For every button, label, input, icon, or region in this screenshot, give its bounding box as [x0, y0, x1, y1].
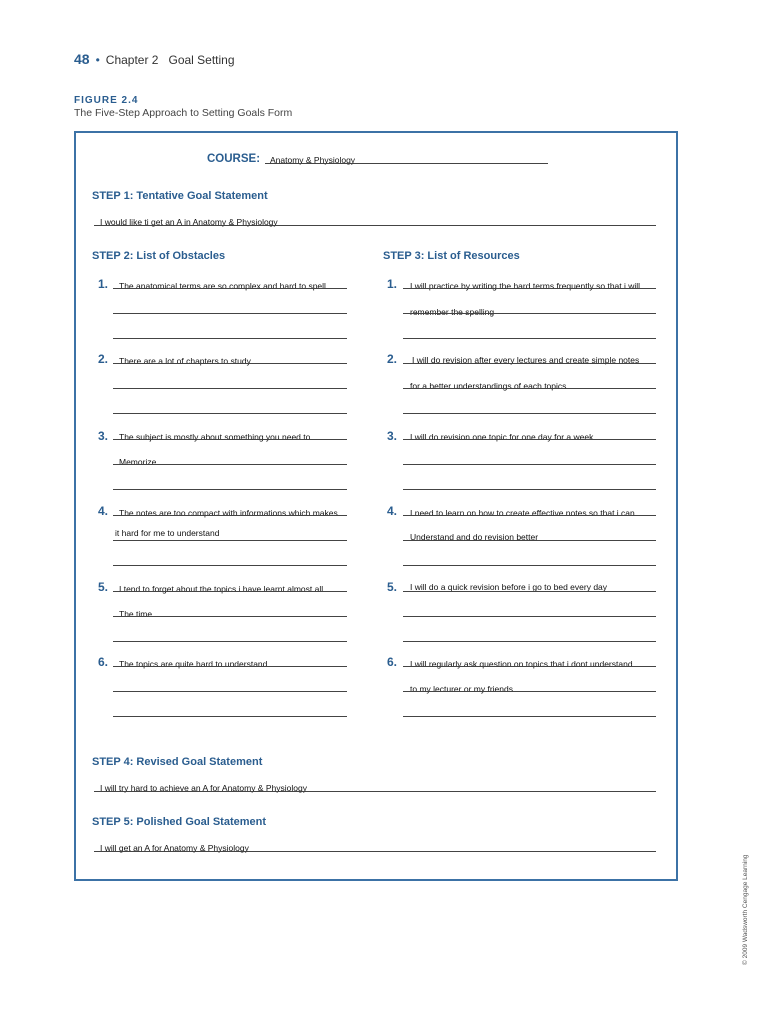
step1-value[interactable]: I would like ti get an A in Anatomy & Physiology — [100, 217, 278, 227]
course-value[interactable]: Anatomy & Physiology — [270, 155, 356, 165]
obstacle-underline — [113, 591, 347, 592]
course-underline — [265, 163, 548, 164]
resource-line1[interactable]: I will do a quick revision before i go to bed every day — [410, 582, 608, 592]
resource-number: 2. — [387, 352, 398, 366]
resource-underline — [403, 338, 656, 339]
course-label: COURSE: — [207, 153, 261, 165]
obstacle-number: 6. — [98, 655, 109, 669]
obstacle-underline — [113, 489, 347, 490]
resource-underline — [403, 388, 656, 389]
obstacle-underline — [113, 666, 347, 667]
obstacle-underline — [113, 565, 347, 566]
step1-heading: STEP 1: Tentative Goal Statement — [92, 190, 268, 202]
obstacle-line2[interactable]: The time — [119, 609, 153, 619]
page-header — [74, 51, 235, 67]
resource-underline — [403, 363, 656, 364]
resource-line1[interactable]: I will regularly ask question on topics that i dont understand — [410, 659, 633, 669]
resource-underline — [403, 591, 656, 592]
resource-underline — [403, 439, 656, 440]
resource-line2[interactable]: to my lecturer or my friends — [410, 684, 513, 694]
resource-line1[interactable]: I will practice by writing the hard terms frequently so that i will — [410, 281, 641, 291]
obstacle-underline — [113, 540, 347, 541]
obstacle-line1[interactable]: There are a lot of chapters to study — [119, 356, 251, 366]
resource-number: 4. — [387, 504, 398, 518]
resource-number: 6. — [387, 655, 398, 669]
resource-line1[interactable]: I will do revision after every lectures and create simple notes — [412, 355, 640, 365]
obstacle-underline — [113, 413, 347, 414]
obstacle-number: 2. — [98, 352, 109, 366]
resource-number: 5. — [387, 580, 398, 594]
resource-underline — [403, 313, 656, 314]
resource-line2[interactable]: for a better understandings of each topics — [410, 381, 567, 391]
figure-label: FIGURE 2.4 — [74, 95, 139, 106]
resource-underline — [403, 540, 656, 541]
resource-underline — [403, 565, 656, 566]
obstacle-number: 4. — [98, 504, 109, 518]
resource-underline — [403, 716, 656, 717]
page-number: 48 — [74, 51, 90, 67]
resource-underline — [403, 288, 656, 289]
obstacle-number: 3. — [98, 429, 109, 443]
resource-underline — [403, 489, 656, 490]
obstacle-line1[interactable]: I tend to forget about the topics i have learnt almost all — [119, 584, 324, 594]
resource-underline — [403, 515, 656, 516]
resource-number: 1. — [387, 277, 398, 291]
step5-underline — [94, 851, 656, 852]
obstacle-underline — [113, 388, 347, 389]
obstacle-line1[interactable]: The anatomical terms are so complex and hard to spell — [119, 281, 326, 291]
goal-setting-form — [74, 131, 678, 881]
obstacle-underline — [113, 363, 347, 364]
resource-underline — [403, 666, 656, 667]
chapter-title: Goal Setting — [168, 53, 235, 67]
obstacle-underline — [113, 691, 347, 692]
figure-title: The Five-Step Approach to Setting Goals Form — [74, 107, 293, 119]
step2-heading: STEP 2: List of Obstacles — [92, 250, 226, 262]
step4-heading: STEP 4: Revised Goal Statement — [92, 756, 263, 768]
obstacle-underline — [113, 716, 347, 717]
step4-value[interactable]: I will try hard to achieve an A for Anatomy & Physiology — [100, 783, 307, 793]
resource-line1[interactable]: I need to learn on how to create effective notes so that i can — [410, 508, 635, 518]
obstacle-line2[interactable]: Memorize — [119, 457, 157, 467]
chapter-label: Chapter 2 — [105, 53, 159, 67]
resource-number: 3. — [387, 429, 398, 443]
resource-underline — [403, 413, 656, 414]
obstacle-underline — [113, 288, 347, 289]
obstacle-underline — [113, 464, 347, 465]
resource-underline — [403, 464, 656, 465]
resource-line1[interactable]: I will do revision one topic for one day for a week — [410, 432, 594, 442]
obstacle-underline — [113, 641, 347, 642]
obstacle-underline — [113, 313, 347, 314]
resource-line2[interactable]: Understand and do revision better — [410, 532, 539, 542]
resource-underline — [403, 641, 656, 642]
obstacle-underline — [113, 515, 347, 516]
step1-underline — [94, 225, 656, 226]
step3-heading: STEP 3: List of Resources — [383, 250, 520, 262]
obstacle-line1[interactable]: The subject is mostly about something you need to — [119, 432, 311, 442]
resource-line2[interactable]: remember the spelling — [410, 307, 495, 317]
obstacle-number: 5. — [98, 580, 109, 594]
obstacle-line1[interactable]: The topics are quite hard to understand — [119, 659, 268, 669]
obstacle-underline — [113, 439, 347, 440]
resource-underline — [403, 691, 656, 692]
obstacle-number: 1. — [98, 277, 109, 291]
step5-heading: STEP 5: Polished Goal Statement — [92, 816, 267, 828]
bullet-separator: • — [95, 53, 100, 67]
obstacle-underline — [113, 616, 347, 617]
copyright-notice: © 2009 Wadsworth Cengage Learning — [742, 854, 749, 965]
resource-underline — [403, 616, 656, 617]
obstacle-line1[interactable]: The notes are too compact with informations which makes — [119, 508, 338, 518]
step4-underline — [94, 791, 656, 792]
obstacle-underline — [113, 338, 347, 339]
obstacle-line2[interactable]: it hard for me to understand — [115, 528, 220, 538]
step5-value[interactable]: I will get an A for Anatomy & Physiology — [100, 843, 249, 853]
